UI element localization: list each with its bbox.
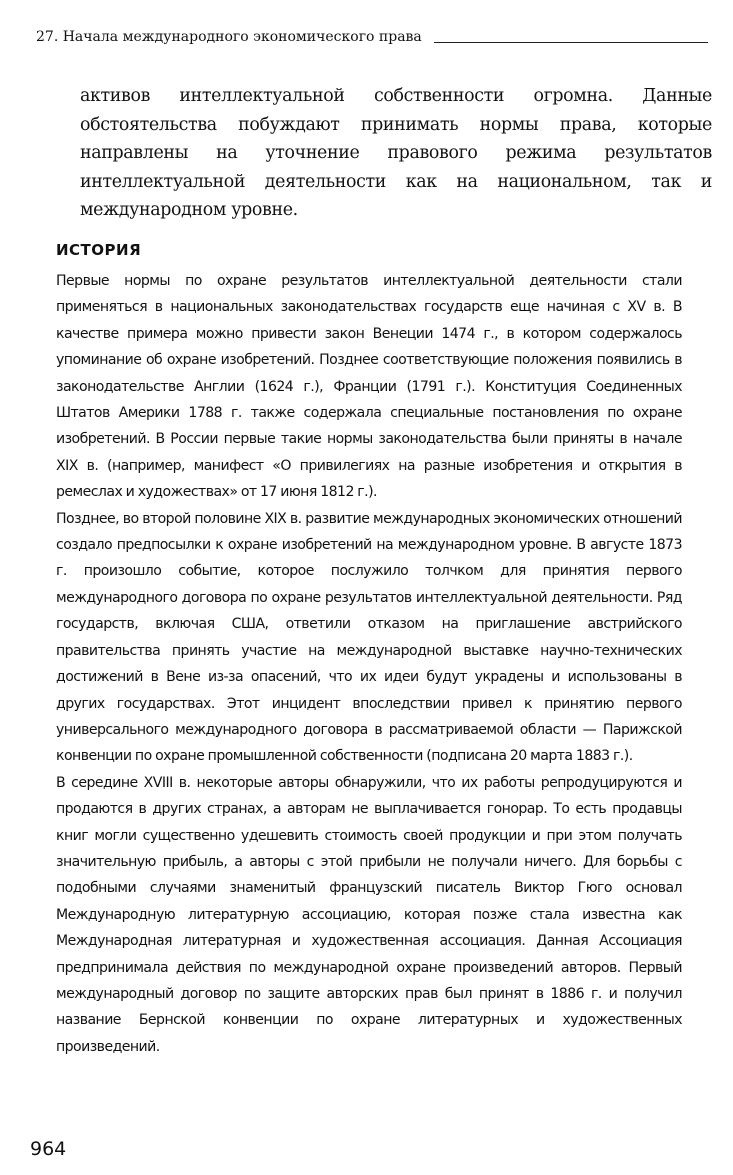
- body-paragraph-2: Позднее, во второй половине XIX в. развитие международных экономических отношений создало предпосылки к охране изобретений на международном уровне. В августе 1873 г. произошло событие, которое послужило толчком для принятия первого международного договора по охране результатов интеллектуальной деятельности. Ряд государств, включая США, ответили отказом на приглашение австрийского правительства принять участие на международной выставке научно-технических достижений в Вене из-за опасений, что их идеи будут украдены и использованы в других государствах. Этот инцидент впоследствии привел к принятию первого универсального международного договора в рассматриваемой области — Парижской конвенции по охране промышленной собственности (подписана 20 марта 1883 г.).: [56, 510, 682, 765]
- body-paragraph-3: В середине XVIII в. некоторые авторы обнаружили, что их работы репродуцируются и продаются в других странах, а авторам не выплачивается гонорар. То есть продавцы книг могли существенно удешевить стоимость своей продукции и при этом получать значительную прибыль, а авторы с этой прибыли не получали ничего. Для борьбы с подобными случаями знаменитый французский писатель Виктор Гюго основал Международную литературную ассоциацию, которая позже стала известна как Международная литературная и художественная ассоциация. Данная Ассоциация предпринимала действия по международной охране произведений авторов. Первый международный договор по защите авторских прав был принят в 1886 г. и получил название Бернской конвенции по охране литературных и художественных произведений.: [56, 774, 682, 1055]
- intro-continuation: [80, 82, 712, 225]
- running-header-title: 27. Начала международного экономического права: [36, 29, 422, 45]
- header-rule: [434, 42, 708, 43]
- page-number: 964: [30, 1138, 67, 1160]
- body-paragraph-1: Первые нормы по охране результатов интеллектуальной деятельности стали применяться в национальных законодательствах государств еще начиная с XV в. В качестве примера можно привести закон Венеции 1474 г., в котором содержалось упоминание об охране изобретений. Позднее соответствующие положения появились в законодательстве Англии (1624 г.), Франции (1791 г.). Конституция Соединенных Штатов Америки 1788 г. также содержала специальные постановления по охране изобретений. В России первые такие нормы законодательства были приняты в начале XIX в. (например, манифест «О привилегиях на разные изобретения и открытия в ремеслах и художествах» от 17 июня 1812 г.).: [56, 273, 682, 501]
- section-heading: ИСТОРИЯ: [56, 241, 142, 259]
- running-header: [36, 28, 708, 46]
- section-body: [56, 268, 682, 1060]
- intro-paragraph: активов интеллектуальной собственности огромна. Данные обстоятельства побуждают принимать нормы права, которые направлены на уточнение правового режима результатов интеллектуальной деятельности как на национальном, так и международном уровне.: [80, 86, 712, 220]
